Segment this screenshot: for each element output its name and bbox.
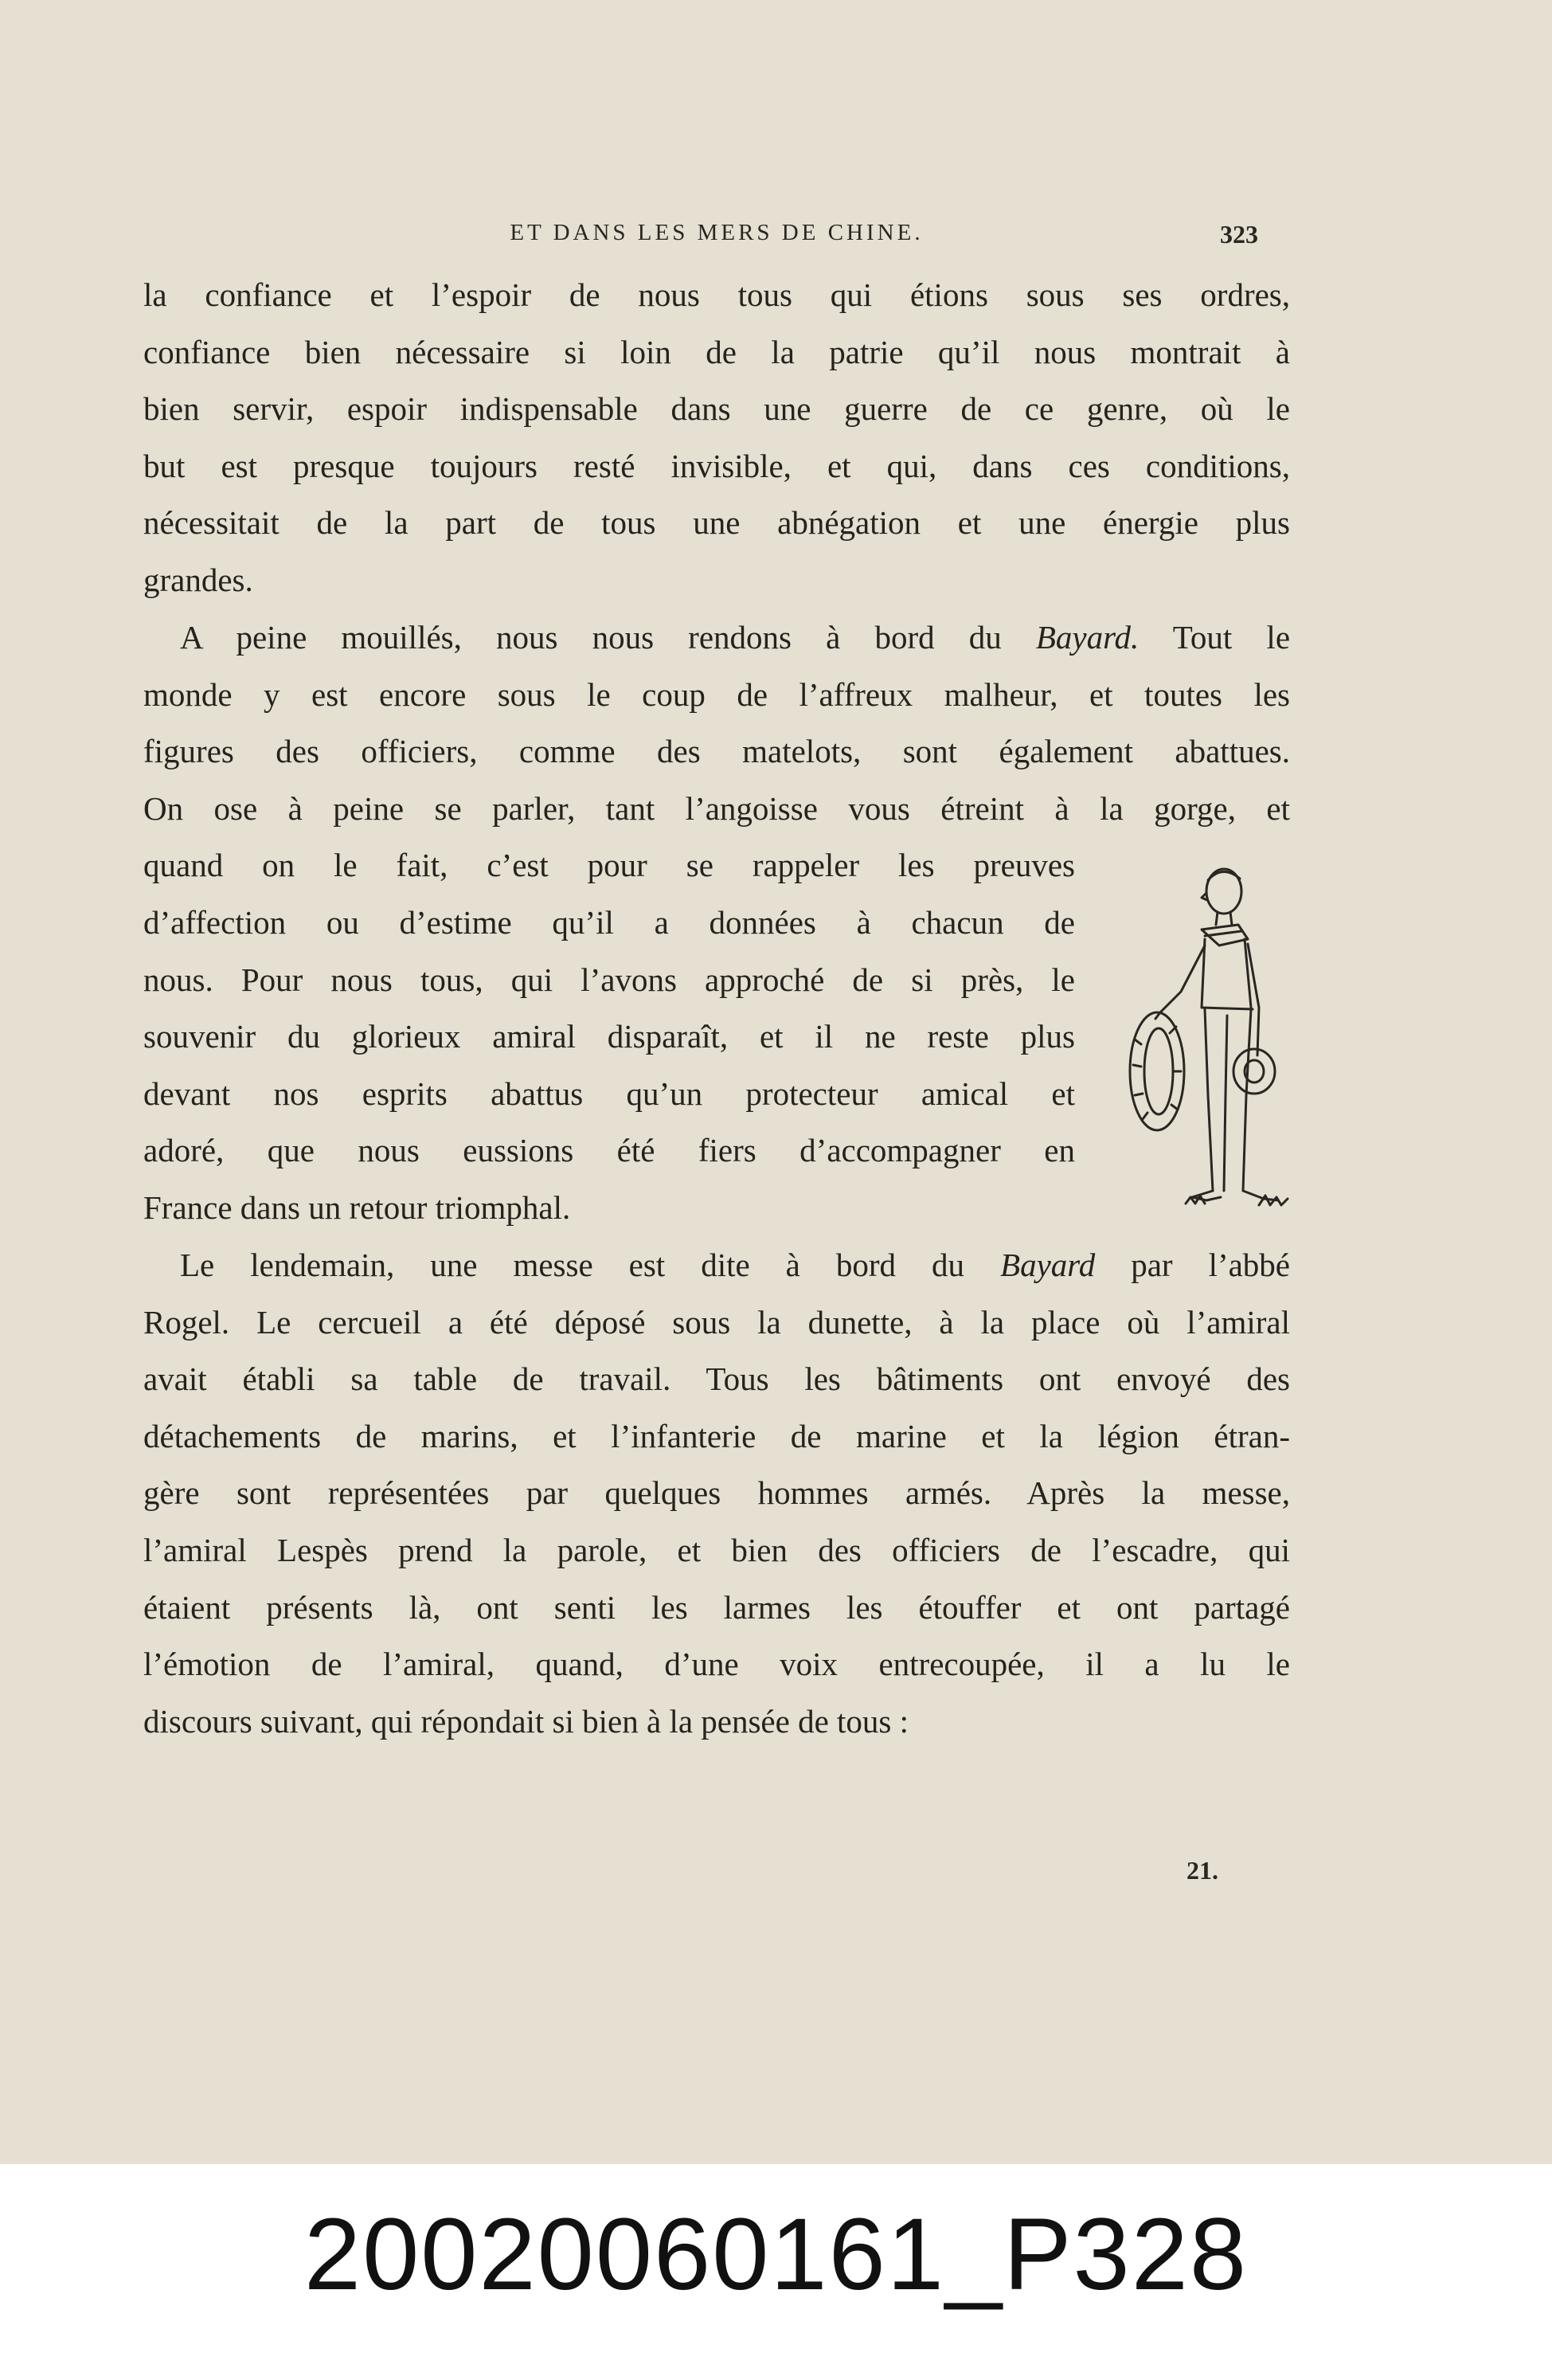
paragraph-1 xyxy=(143,267,1290,609)
text-segment: Tout le xyxy=(1172,619,1290,656)
text-line: étaient présents là, ont senti les larmes les étouffer et ont partagé xyxy=(143,1588,1290,1626)
text-line: devant nos esprits abattus qu’un protecteur amical et xyxy=(143,1075,1075,1112)
text-line: but est presque toujours resté invisible, et qui, dans ces conditions, xyxy=(143,447,1290,484)
text-line: confiance bien nécessaire si loin de la patrie qu’il nous montrait à xyxy=(143,333,1290,370)
running-title: ET DANS LES MERS DE CHINE. xyxy=(510,220,924,245)
text-line: nécessitait de la part de tous une abnégation et une énergie plus xyxy=(143,504,1290,542)
text-line xyxy=(143,609,1290,667)
text-line: gère sont représentées par quelques hommes armés. Après la messe, xyxy=(143,1474,1290,1512)
signature-mark: 21. xyxy=(1186,1856,1218,1885)
text-segment: A peine mouillés, nous nous rendons à bord du xyxy=(180,619,1002,656)
text-line: discours suivant, qui répondait si bien à la pensée de tous : xyxy=(143,1702,909,1740)
text-line: l’émotion de l’amiral, quand, d’une voix entrecoupée, il a lu le xyxy=(143,1646,1290,1683)
running-head xyxy=(143,220,1290,252)
text-line: France dans un retour triomphal. xyxy=(143,1188,571,1226)
image-caption: 20020060161_P328 xyxy=(303,2198,1249,2311)
text-line: d’affection ou d’estime qu’il a données à chacun de xyxy=(143,903,1075,941)
text-segment: par l’abbé xyxy=(1131,1247,1290,1283)
text-line: monde y est encore sous le coup de l’affreux malheur, et toutes les xyxy=(143,675,1290,713)
ship-name: Bayard. xyxy=(1035,619,1140,656)
page-number: 323 xyxy=(1220,220,1258,249)
text-line: l’amiral Lespès prend la parole, et bien des officiers de l’escadre, qui xyxy=(143,1531,1290,1568)
text-line: On ose à peine se parler, tant l’angoisse vous étreint à la gorge, et xyxy=(143,789,1290,827)
text-line: figures des officiers, comme des matelots, sont également abattues. xyxy=(143,733,1290,770)
text-line: bien servir, espoir indispensable dans une guerre de ce genre, où le xyxy=(143,390,1290,428)
text-line: la confiance et l’espoir de nous tous qui étions sous ses ordres, xyxy=(143,276,1290,313)
sailor-with-lifebuoy-illustration xyxy=(1119,856,1302,1231)
text-line: détachements de marins, et l’infanterie de marine et la légion étran- xyxy=(143,1417,1290,1454)
text-segment: Le lendemain, une messe est dite à bord du xyxy=(180,1247,965,1283)
paragraph-3 xyxy=(143,1237,1290,1750)
text-line: avait établi sa table de travail. Tous les bâtiments ont envoyé des xyxy=(143,1360,1290,1398)
text-line: quand on le fait, c’est pour se rappeler les preuves xyxy=(143,847,1075,884)
text-line xyxy=(143,1237,1290,1294)
paragraph-2 xyxy=(143,609,1290,1237)
text-line: souvenir du glorieux amiral disparaît, et il ne reste plus xyxy=(143,1018,1075,1055)
text-line: Rogel. Le cercueil a été déposé sous la dunette, à la place où l’amiral xyxy=(143,1303,1290,1341)
text-line: nous. Pour nous tous, qui l’avons approché de si près, le xyxy=(143,961,1075,998)
caption-bar xyxy=(0,2164,1552,2380)
text-line: adoré, que nous eussions été fiers d’accompagner en xyxy=(143,1132,1075,1169)
text-line: grandes. xyxy=(143,561,253,598)
ship-name: Bayard xyxy=(1000,1247,1096,1283)
